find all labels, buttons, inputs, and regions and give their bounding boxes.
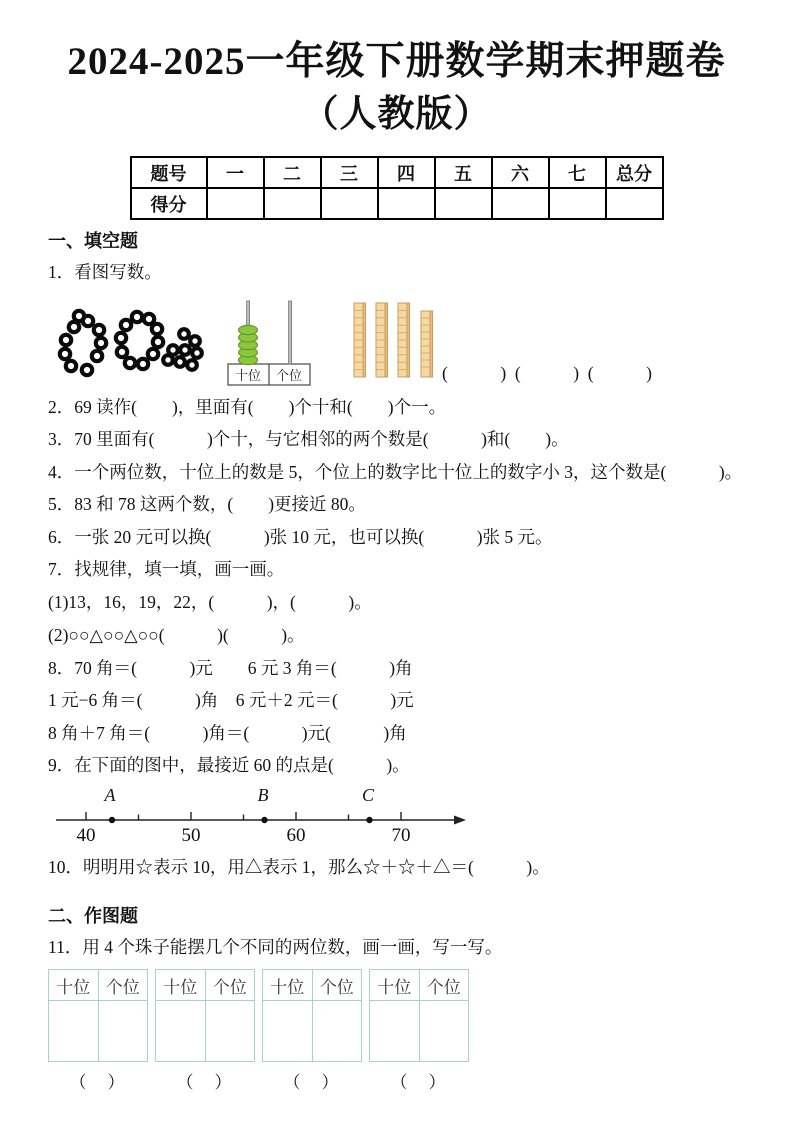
- place-value-table: [155, 969, 255, 1062]
- pv-tens-cell[interactable]: [156, 1001, 206, 1062]
- score-empty-cell: [435, 188, 492, 219]
- score-table: [130, 156, 664, 220]
- score-empty-cell: [321, 188, 378, 219]
- tick-label-50: 50: [181, 824, 201, 846]
- score-empty-cell: [207, 188, 264, 219]
- score-label-cell: 得分: [131, 188, 207, 219]
- question-1: 1．看图写数。: [48, 262, 162, 282]
- section1-heading: 一、填空题: [48, 231, 138, 251]
- question-1-answer-blanks: ( ) ( ) ( ): [442, 362, 652, 383]
- score-header-cell: 一: [207, 157, 264, 188]
- score-header-cell: 题号: [131, 157, 207, 188]
- place-value-table: [369, 969, 469, 1062]
- pv-answer-blank: （ ）: [176, 1073, 234, 1092]
- page-title-line2: （人教版）: [301, 94, 492, 135]
- question-10: 10．明明用☆表示 10，用△表示 1，那么☆＋☆＋△＝( )。: [48, 856, 550, 877]
- pv-tens-header: 十位: [263, 970, 313, 1001]
- pv-tens-cell[interactable]: [370, 1001, 420, 1062]
- pv-tens-header: 十位: [156, 970, 206, 1001]
- pv-ones-cell[interactable]: [419, 1001, 469, 1062]
- abacus-tens-label: 十位: [234, 367, 262, 383]
- tick-label-60: 60: [286, 824, 306, 846]
- score-empty-cell: [492, 188, 549, 219]
- pv-ones-header: 个位: [205, 970, 255, 1001]
- point-a-label: A: [104, 787, 116, 805]
- tick-label-70: 70: [391, 824, 411, 846]
- pv-answer-blank: （ ）: [283, 1073, 341, 1092]
- question-5: 5．83 和 78 这两个数，( )更接近 80。: [48, 494, 366, 514]
- question-8-line1: 8．70 角＝( )元 6 元 3 角＝( )角: [48, 657, 413, 678]
- question-7-2: (2)○○△○○△○○( )( )。: [48, 624, 305, 645]
- score-table-header-row: [131, 157, 663, 188]
- place-value-table: [48, 969, 148, 1062]
- place-value-block: [262, 969, 362, 1093]
- pv-tens-header: 十位: [370, 970, 420, 1001]
- question-2: 2．69 读作( )，里面有( )个十和( )个一。: [48, 396, 447, 417]
- question-7: 7．找规律，填一填，画一画。: [48, 559, 285, 579]
- pv-ones-cell[interactable]: [312, 1001, 362, 1062]
- place-value-block: [155, 969, 255, 1093]
- score-header-cell: 总分: [606, 157, 663, 188]
- section2-heading: 二、作图题: [48, 905, 138, 926]
- score-empty-cell: [264, 188, 321, 219]
- score-header-cell: 三: [321, 157, 378, 188]
- question-3: 3．70 里面有( )个十，与它相邻的两个数是( )和( )。: [48, 429, 569, 449]
- score-table-score-row: [131, 188, 663, 219]
- pv-ones-cell[interactable]: [98, 1001, 148, 1062]
- point-b-label: B: [257, 787, 269, 805]
- score-header-cell: 七: [549, 157, 606, 188]
- question-1-figures: [50, 295, 745, 387]
- question-9: 9．在下面的图中，最接近 60 的点是( )。: [48, 755, 410, 775]
- pv-tens-header: 十位: [49, 970, 99, 1001]
- score-header-cell: 六: [492, 157, 549, 188]
- place-value-block: [48, 969, 148, 1093]
- pv-tens-cell[interactable]: [49, 1001, 99, 1062]
- place-value-block: [369, 969, 469, 1093]
- abacus-image: [218, 297, 320, 387]
- point-c-dot: [366, 816, 372, 822]
- beads-image: [54, 303, 206, 391]
- score-header-cell: 四: [378, 157, 435, 188]
- question-4: 4．一个两位数，十位上的数是 5，个位上的数字比十位上的数字小 3，这个数是( )。: [48, 461, 743, 482]
- number-line: [50, 788, 470, 846]
- score-header-cell: 五: [435, 157, 492, 188]
- score-empty-cell: [378, 188, 435, 219]
- question-8-line3: 8 角＋7 角＝( )角＝( )元( )角: [48, 722, 407, 743]
- question-8-line2: 1 元−6 角＝( )角 6 元＋2 元＝( )元: [48, 690, 414, 710]
- pv-tens-cell[interactable]: [263, 1001, 313, 1062]
- pv-ones-header: 个位: [312, 970, 362, 1001]
- point-c-label: C: [361, 787, 375, 805]
- pv-answer-blank: （ ）: [390, 1073, 448, 1092]
- pv-ones-header: 个位: [98, 970, 148, 1001]
- question-11: 11．用 4 个珠子能摆几个不同的两位数，画一画，写一写。: [48, 936, 503, 957]
- base-ten-blocks-image: [350, 299, 442, 381]
- question-6: 6．一张 20 元可以换( )张 10 元，也可以换( )张 5 元。: [48, 526, 553, 547]
- abacus-ones-label: 个位: [275, 367, 303, 383]
- place-value-tables-row: [48, 969, 745, 1093]
- score-header-cell: 二: [264, 157, 321, 188]
- point-b-dot: [261, 816, 267, 822]
- tick-label-40: 40: [76, 824, 96, 846]
- page-title: [48, 36, 745, 142]
- point-a-dot: [109, 816, 115, 822]
- place-value-table: [262, 969, 362, 1062]
- pv-ones-cell[interactable]: [205, 1001, 255, 1062]
- question-7-1: (1)13，16，19，22，( )，( )。: [48, 591, 372, 612]
- pv-answer-blank: （ ）: [69, 1073, 127, 1092]
- score-empty-cell: [549, 188, 606, 219]
- score-empty-cell: [606, 188, 663, 219]
- page-title-line1: 2024-2025一年级下册数学期末押题卷: [67, 40, 726, 83]
- pv-ones-header: 个位: [419, 970, 469, 1001]
- number-line-figure: [50, 788, 745, 851]
